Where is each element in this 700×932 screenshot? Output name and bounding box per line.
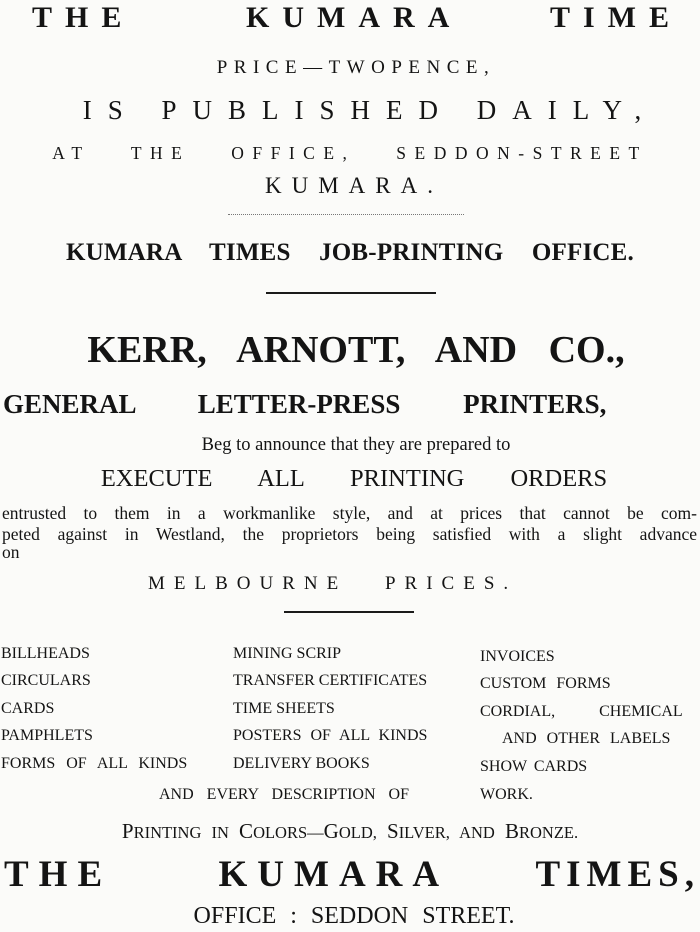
- dotted-divider: [228, 214, 464, 216]
- footer-word-kumara: KUMARA: [218, 854, 450, 895]
- trade-line: [0, 385, 700, 423]
- office-heading: KUMARA TIMES JOB-PRINTING OFFICE.: [65, 239, 634, 266]
- footer-masthead: [0, 852, 700, 898]
- body-text: [0, 503, 700, 562]
- cap: C: [239, 819, 254, 843]
- cap: G: [323, 819, 339, 843]
- work-list-col-2: [233, 640, 473, 777]
- cap: B: [504, 819, 519, 843]
- list-item-part: CORDIAL, CHEMICAL: [480, 702, 683, 720]
- colors-line: [0, 815, 700, 849]
- masthead-line: [0, 0, 700, 36]
- list-item: AND OTHER LABELS: [502, 730, 671, 748]
- published-line: IS PUBLISHED DAILY,: [82, 95, 658, 125]
- list-item: POSTERS OF ALL KINDS: [233, 727, 428, 745]
- masthead-word-time: TIME: [549, 1, 682, 34]
- section-rule-2: [284, 611, 414, 613]
- footer-word-times: TIMES,: [535, 854, 700, 895]
- printers-name: KERR, ARNOTT, AND CO.,: [87, 329, 625, 371]
- melbourne-prices: MELBOURNE PRICES.: [148, 573, 518, 594]
- list-item: SHOW CARDS: [480, 757, 588, 775]
- body-line-2: peted against in Westland, the proprietors being satisfied with a slight advance: [2, 524, 697, 544]
- closing-work: WORK.: [480, 786, 533, 803]
- list-item: CUSTOM FORMS: [480, 675, 611, 693]
- masthead-word-the: THE: [32, 1, 135, 34]
- trade-text: GENERAL LETTER-PRESS PRINTERS,: [3, 389, 607, 419]
- list-item: MINING SCRIP: [233, 645, 342, 662]
- cap: P: [121, 819, 134, 843]
- list-item: TIME SHEETS: [233, 699, 335, 717]
- small-caps: OLD,: [338, 823, 387, 842]
- body-line-1: entrusted to them in a workmanlike style, and at prices that cannot be com-: [2, 503, 697, 523]
- body-line-3: on: [2, 542, 20, 562]
- closing-text: AND EVERY DESCRIPTION OF: [159, 786, 409, 803]
- price-line: PRICE—TWOPENCE,: [216, 57, 496, 78]
- address-line: AT THE OFFICE, SEDDON-STREET: [52, 143, 648, 163]
- list-item: CIRCULARS: [1, 672, 91, 690]
- work-list-col-1: [1, 640, 226, 777]
- section-rule: [266, 292, 436, 294]
- footer-office: OFFICE : SEDDON STREET.: [193, 903, 515, 929]
- work-list-col-3: [480, 643, 698, 780]
- small-caps: OLORS—: [253, 823, 324, 842]
- footer-word-the: THE: [4, 854, 113, 895]
- town-line: KUMARA.: [265, 173, 443, 198]
- list-item: FORMS OF ALL KINDS: [1, 754, 188, 772]
- list-item: CARDS: [1, 699, 55, 717]
- announce-line: Beg to announce that they are prepared to: [201, 435, 511, 455]
- list-item: DELIVERY BOOKS: [233, 754, 370, 772]
- list-item: INVOICES: [480, 648, 555, 665]
- list-item: BILLHEADS: [1, 645, 90, 662]
- small-caps: RONZE.: [518, 823, 579, 842]
- list-item: [480, 698, 698, 725]
- list-item: TRANSFER CERTIFICATES: [233, 672, 428, 690]
- execute-line: EXECUTE ALL PRINTING ORDERS: [100, 465, 608, 492]
- list-item: PAMPHLETS: [1, 727, 93, 745]
- masthead-word-kumara: KUMARA: [246, 1, 463, 34]
- cap: S: [387, 819, 399, 843]
- small-caps: RINTING IN: [133, 823, 240, 842]
- small-caps: ILVER, AND: [398, 823, 505, 842]
